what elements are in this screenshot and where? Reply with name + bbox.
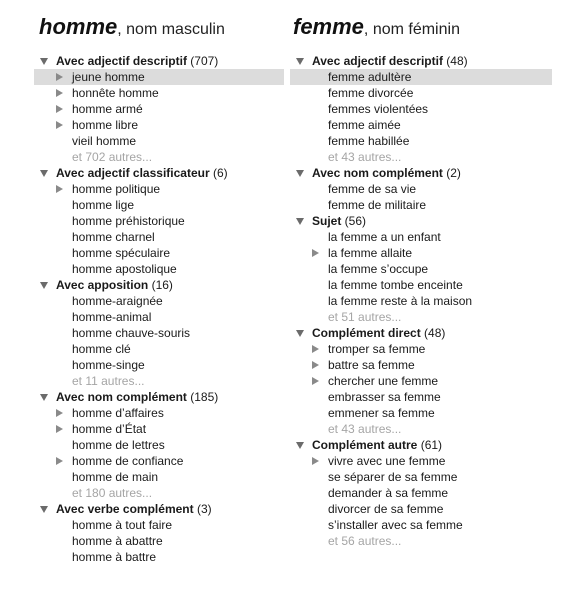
collocation-item[interactable] bbox=[34, 197, 284, 213]
group-label: Avec adjectif classificateur bbox=[56, 166, 210, 180]
collocation-item[interactable] bbox=[34, 309, 284, 325]
collocation-text: homme de main bbox=[72, 470, 159, 484]
group-title bbox=[34, 278, 173, 292]
collocation-text: vieil homme bbox=[72, 134, 137, 148]
disclosure-collapsed-icon[interactable] bbox=[56, 185, 63, 193]
collocation-item[interactable] bbox=[290, 501, 552, 517]
collocation-text: homme spéculaire bbox=[72, 246, 171, 260]
group-header[interactable] bbox=[34, 277, 284, 293]
collocation-item[interactable] bbox=[290, 517, 552, 533]
collocation-item[interactable] bbox=[290, 389, 552, 405]
disclosure-collapsed-icon[interactable] bbox=[56, 409, 63, 417]
collocation-text: homme-animal bbox=[72, 310, 152, 324]
group-count: (16) bbox=[148, 278, 173, 292]
collocation-text: homme à battre bbox=[72, 550, 157, 564]
group-count: (6) bbox=[209, 166, 228, 180]
collocation-text: la femme reste à la maison bbox=[328, 294, 473, 308]
disclosure-expanded-icon[interactable] bbox=[40, 170, 48, 177]
collocation-text: homme de confiance bbox=[72, 454, 184, 468]
collocation-item[interactable] bbox=[34, 213, 284, 229]
group-count: (48) bbox=[442, 54, 468, 68]
collocation-item[interactable] bbox=[34, 133, 284, 149]
collocation-item[interactable] bbox=[290, 229, 552, 245]
collocation-item[interactable] bbox=[34, 517, 284, 533]
collocation-item[interactable] bbox=[34, 405, 284, 421]
group-count: (707) bbox=[186, 54, 219, 68]
disclosure-expanded-icon[interactable] bbox=[296, 330, 304, 337]
collocation-text: demander à sa femme bbox=[328, 486, 449, 500]
group-header[interactable] bbox=[34, 165, 284, 181]
group-header[interactable] bbox=[34, 501, 284, 517]
entry-term: homme bbox=[39, 14, 118, 39]
collocation-item[interactable] bbox=[290, 405, 552, 421]
collocation-item[interactable] bbox=[34, 549, 284, 565]
collocation-text: femme divorcée bbox=[328, 86, 414, 100]
collocation-item[interactable] bbox=[34, 293, 284, 309]
collocation-text: homme apostolique bbox=[72, 262, 177, 276]
collocation-item[interactable] bbox=[34, 117, 284, 133]
collocation-text: la femme a un enfant bbox=[328, 230, 441, 244]
collocation-item[interactable] bbox=[34, 469, 284, 485]
group-label: Complément autre bbox=[312, 438, 418, 452]
disclosure-collapsed-icon[interactable] bbox=[56, 105, 63, 113]
disclosure-collapsed-icon[interactable] bbox=[312, 361, 319, 369]
group-count: (3) bbox=[196, 502, 212, 516]
collocation-text: s’installer avec sa femme bbox=[328, 518, 463, 532]
collocation-text: femme habillée bbox=[328, 134, 410, 148]
collocation-item[interactable] bbox=[34, 341, 284, 357]
collocation-item[interactable] bbox=[290, 277, 552, 293]
collocation-item[interactable] bbox=[290, 101, 552, 117]
more-link[interactable]: et 56 autres... bbox=[328, 534, 402, 548]
collocation-text: homme préhistorique bbox=[72, 214, 185, 228]
group-title bbox=[290, 438, 442, 452]
disclosure-expanded-icon[interactable] bbox=[40, 282, 48, 289]
collocation-item[interactable] bbox=[34, 245, 284, 261]
group-title bbox=[34, 502, 212, 516]
disclosure-expanded-icon[interactable] bbox=[40, 506, 48, 513]
collocation-item[interactable] bbox=[290, 373, 552, 389]
disclosure-expanded-icon[interactable] bbox=[296, 218, 304, 225]
entry-header bbox=[293, 14, 460, 40]
collocation-text: homme libre bbox=[72, 118, 139, 132]
group-title bbox=[290, 54, 468, 68]
collocation-item[interactable] bbox=[290, 133, 552, 149]
group-label: Sujet bbox=[312, 214, 342, 228]
collocation-item[interactable] bbox=[290, 357, 552, 373]
collocation-item[interactable] bbox=[290, 69, 552, 85]
collocation-text: femme de militaire bbox=[328, 198, 427, 212]
group-title bbox=[34, 390, 218, 404]
more-link[interactable]: et 11 autres... bbox=[72, 374, 145, 388]
collocation-text: homme-singe bbox=[72, 358, 145, 372]
disclosure-collapsed-icon[interactable] bbox=[312, 377, 319, 385]
group-header[interactable] bbox=[34, 53, 284, 69]
group-label: Avec apposition bbox=[56, 278, 149, 292]
collocation-text: homme de lettres bbox=[72, 438, 165, 452]
collocation-item[interactable] bbox=[290, 453, 552, 469]
group-header[interactable] bbox=[290, 213, 552, 229]
entry-term: femme bbox=[293, 14, 364, 39]
group-title bbox=[34, 166, 228, 180]
collocation-item[interactable] bbox=[290, 469, 552, 485]
collocation-item[interactable] bbox=[34, 181, 284, 197]
more-link[interactable]: et 51 autres... bbox=[328, 310, 402, 324]
disclosure-collapsed-icon[interactable] bbox=[312, 457, 319, 465]
group-count: (61) bbox=[417, 438, 443, 452]
collocation-text: femme aimée bbox=[328, 118, 401, 132]
collocation-text: homme chauve-souris bbox=[72, 326, 191, 340]
collocation-item[interactable] bbox=[34, 69, 284, 85]
group-header[interactable] bbox=[290, 437, 552, 453]
group-count: (48) bbox=[420, 326, 446, 340]
entry-part-of-speech: , nom masculin bbox=[117, 21, 225, 38]
collocation-text: la femme s’occupe bbox=[328, 262, 429, 276]
more-link[interactable]: et 180 autres... bbox=[72, 486, 153, 500]
group-header[interactable] bbox=[290, 53, 552, 69]
collocation-text: homme armé bbox=[72, 102, 143, 116]
collocation-tree bbox=[34, 53, 284, 565]
collocation-item[interactable] bbox=[34, 533, 284, 549]
collocation-text: homme clé bbox=[72, 342, 131, 356]
collocation-item[interactable] bbox=[34, 437, 284, 453]
collocation-text: homme-araignée bbox=[72, 294, 163, 308]
entry-part-of-speech: , nom féminin bbox=[363, 21, 460, 38]
collocation-text: femme de sa vie bbox=[328, 182, 417, 196]
group-title bbox=[290, 326, 445, 340]
collocation-text: la femme tombe enceinte bbox=[328, 278, 463, 292]
collocation-item[interactable] bbox=[34, 453, 284, 469]
group-header[interactable] bbox=[290, 165, 552, 181]
collocation-text: honnête homme bbox=[72, 86, 159, 100]
disclosure-expanded-icon[interactable] bbox=[296, 442, 304, 449]
collocation-text: homme d’État bbox=[72, 422, 147, 436]
disclosure-collapsed-icon[interactable] bbox=[56, 457, 63, 465]
collocation-text: jeune homme bbox=[72, 70, 145, 84]
group-label: Avec verbe complément bbox=[56, 502, 197, 516]
group-label: Avec nom complément bbox=[56, 390, 187, 404]
collocation-item[interactable] bbox=[34, 261, 284, 277]
collocation-item[interactable] bbox=[290, 293, 552, 309]
collocation-text: homme à abattre bbox=[72, 534, 163, 548]
collocation-item[interactable] bbox=[290, 181, 552, 197]
collocation-item[interactable] bbox=[34, 325, 284, 341]
collocation-item[interactable] bbox=[290, 485, 552, 501]
group-count: (2) bbox=[442, 166, 461, 180]
collocation-item[interactable] bbox=[290, 261, 552, 277]
group-label: Avec nom complément bbox=[312, 166, 443, 180]
collocation-text: homme lige bbox=[72, 198, 135, 212]
collocation-text: femme adultère bbox=[328, 70, 412, 84]
collocation-text: tromper sa femme bbox=[328, 342, 426, 356]
collocation-item[interactable] bbox=[290, 341, 552, 357]
collocation-item[interactable] bbox=[34, 421, 284, 437]
disclosure-collapsed-icon[interactable] bbox=[56, 89, 63, 97]
disclosure-expanded-icon[interactable] bbox=[296, 170, 304, 177]
group-count: (56) bbox=[341, 214, 367, 228]
entry-header bbox=[39, 14, 225, 40]
collocation-item[interactable] bbox=[290, 117, 552, 133]
disclosure-expanded-icon[interactable] bbox=[296, 58, 304, 65]
collocation-text: vivre avec une femme bbox=[328, 454, 446, 468]
disclosure-collapsed-icon[interactable] bbox=[56, 425, 63, 433]
collocation-text: la femme allaite bbox=[328, 246, 413, 260]
collocation-item[interactable] bbox=[290, 197, 552, 213]
collocation-text: emmener sa femme bbox=[328, 406, 435, 420]
collocation-item[interactable] bbox=[34, 357, 284, 373]
collocation-text: homme charnel bbox=[72, 230, 155, 244]
disclosure-collapsed-icon[interactable] bbox=[312, 345, 319, 353]
group-header[interactable] bbox=[290, 325, 552, 341]
more-link[interactable]: et 702 autres... bbox=[72, 150, 153, 164]
collocation-text: battre sa femme bbox=[328, 358, 415, 372]
disclosure-collapsed-icon[interactable] bbox=[56, 73, 63, 81]
disclosure-collapsed-icon[interactable] bbox=[56, 121, 63, 129]
collocation-item[interactable] bbox=[290, 85, 552, 101]
more-link[interactable]: et 43 autres... bbox=[328, 422, 402, 436]
group-title bbox=[290, 166, 461, 180]
collocation-text: homme politique bbox=[72, 182, 161, 196]
group-label: Complément direct bbox=[312, 326, 421, 340]
group-title bbox=[34, 54, 218, 68]
collocation-item[interactable] bbox=[34, 85, 284, 101]
group-header[interactable] bbox=[34, 389, 284, 405]
collocation-text: homme d’affaires bbox=[72, 406, 164, 420]
collocation-text: embrasser sa femme bbox=[328, 390, 441, 404]
collocation-text: se séparer de sa femme bbox=[328, 470, 458, 484]
disclosure-collapsed-icon[interactable] bbox=[312, 249, 319, 257]
collocation-text: femmes violentées bbox=[328, 102, 429, 116]
group-label: Avec adjectif descriptif bbox=[312, 54, 443, 68]
group-count: (185) bbox=[186, 390, 219, 404]
disclosure-expanded-icon[interactable] bbox=[40, 394, 48, 401]
collocation-item[interactable] bbox=[290, 245, 552, 261]
disclosure-expanded-icon[interactable] bbox=[40, 58, 48, 65]
collocation-item[interactable] bbox=[34, 101, 284, 117]
collocation-item[interactable] bbox=[34, 229, 284, 245]
collocation-text: chercher une femme bbox=[328, 374, 439, 388]
more-link[interactable]: et 43 autres... bbox=[328, 150, 402, 164]
collocation-tree bbox=[290, 53, 552, 549]
group-label: Avec adjectif descriptif bbox=[56, 54, 187, 68]
collocation-text: homme à tout faire bbox=[72, 518, 173, 532]
collocation-text: divorcer de sa femme bbox=[328, 502, 444, 516]
